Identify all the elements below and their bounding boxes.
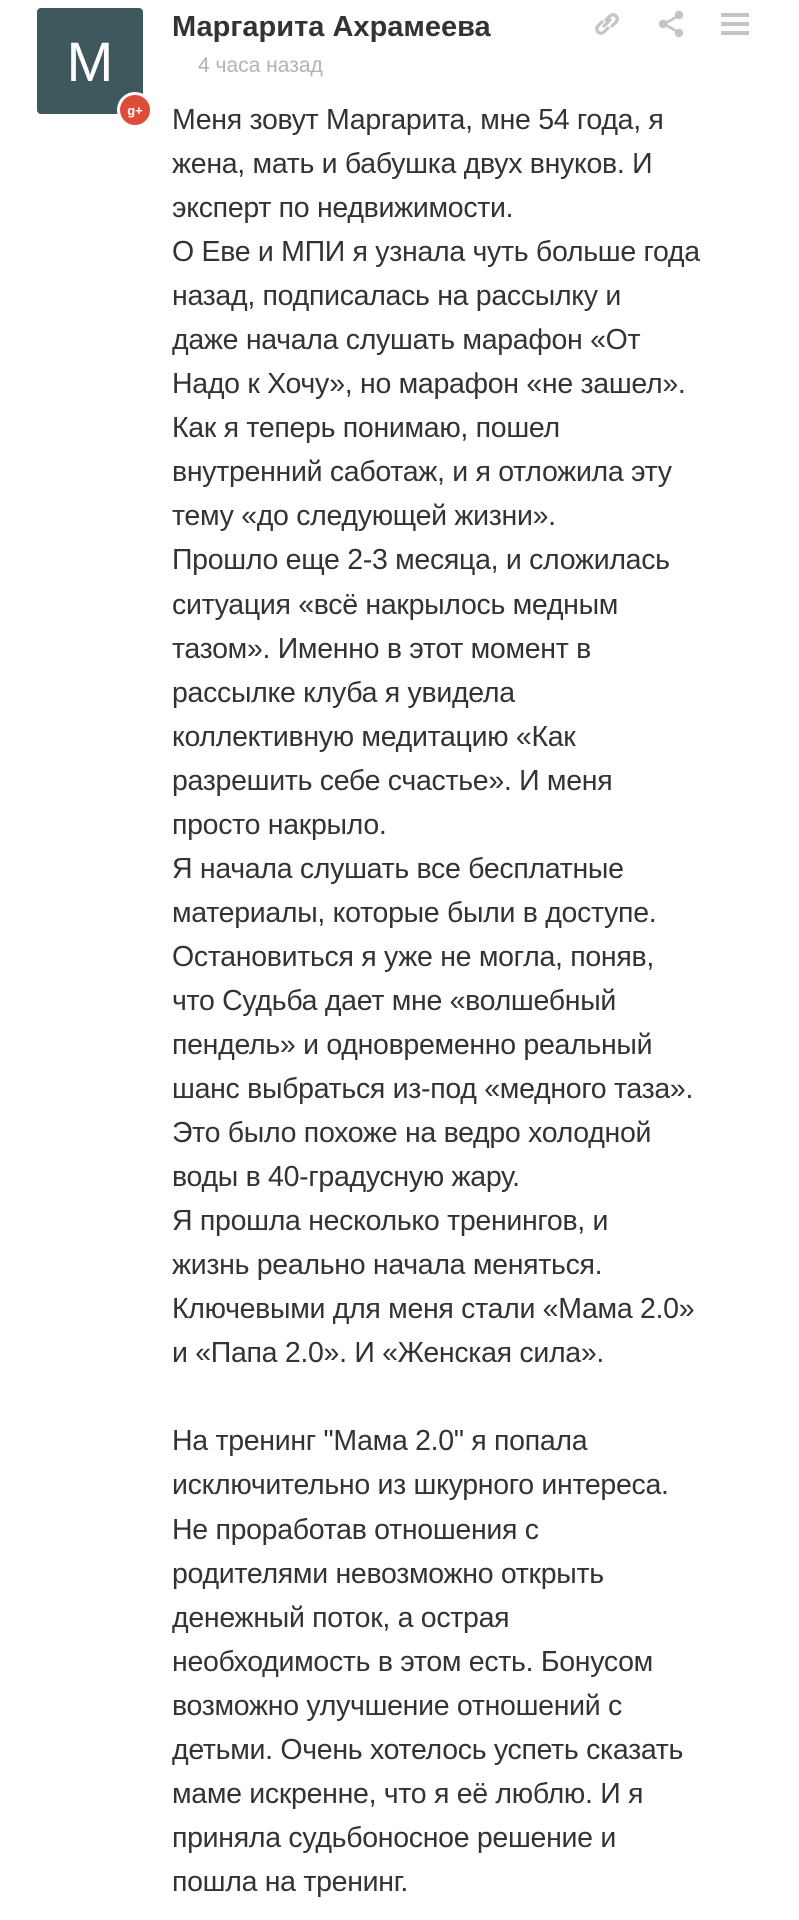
- comment-text-line: На тренинг "Мама 2.0" я попала: [172, 1425, 588, 1458]
- comment-text-line: внутренний саботаж, и я отложила эту: [172, 456, 672, 489]
- comment-text-line: необходимость в этом есть. Бонусом: [172, 1645, 653, 1678]
- comment-text-line: Я начала слушать все бесплатные: [172, 852, 624, 885]
- comment-text-line: Надо к Хочу», но марафон «не зашел».: [172, 368, 686, 401]
- comment-text-line: рассылке клуба я увидела: [172, 676, 515, 709]
- comment-text-line: Меня зовут Маргарита, мне 54 года, я: [172, 104, 664, 136]
- google-plus-icon: g+: [117, 92, 153, 128]
- comment-text-line: пендель» и одновременно реальный: [172, 1028, 653, 1061]
- menu-icon[interactable]: [718, 8, 752, 40]
- comment-text-line: Я прошла несколько тренингов, и: [172, 1205, 609, 1238]
- link-icon[interactable]: [590, 8, 624, 40]
- comment-text-line: возможно улучшение отношений с: [172, 1689, 622, 1722]
- comment-text-line: жена, мать и бабушка двух внуков. И: [172, 148, 653, 181]
- comment-text-line: исключительно из шкурного интереса.: [172, 1469, 669, 1502]
- comment-text-line: О Еве и МПИ я узнала чуть больше года: [172, 236, 700, 269]
- comment-text-line: коллективную медитацию «Как: [172, 720, 576, 753]
- comment-text-line: детьми. Очень хотелось успеть сказать: [172, 1733, 684, 1766]
- comment-text-line: Не проработав отношения с: [172, 1513, 539, 1546]
- comment-text-line: просто накрыло.: [172, 808, 387, 841]
- comment-text-line: тему «до следующей жизни».: [172, 500, 556, 533]
- comment-text-line: воды в 40-градусную жару.: [172, 1161, 520, 1194]
- comment-text-line: родителями невозможно открыть: [172, 1557, 604, 1590]
- comment-text-line: даже начала слушать марафон «От: [172, 324, 641, 357]
- comment-text-line: Прошло еще 2-3 месяца, и сложилась: [172, 544, 670, 577]
- comment-text-line: шанс выбраться из-под «медного таза».: [172, 1073, 694, 1106]
- comment-text-line: что Судьба дает мне «волшебный: [172, 984, 616, 1017]
- comment-text-line: разрешить себе счастье». И меня: [172, 764, 613, 797]
- comment-text-line: Остановиться я уже не могла, поняв,: [172, 940, 654, 973]
- comment-text-line: тазом». Именно в этот момент в: [172, 632, 591, 665]
- comment-text-line: жизнь реально начала меняться.: [172, 1249, 603, 1282]
- avatar-letter: M: [66, 30, 114, 93]
- comment-text-line: Это было похоже на ведро холодной: [172, 1117, 652, 1150]
- comment-text-line: приняла судьбоносное решение и: [172, 1821, 616, 1854]
- comment-text-line: эксперт по недвижимости.: [172, 192, 514, 225]
- comment-text-line: и «Папа 2.0». И «Женская сила».: [172, 1337, 605, 1370]
- comment-timestamp: 4 часа назад: [198, 54, 323, 77]
- comment-text-line: материалы, которые были в доступе.: [172, 896, 657, 929]
- comment-text-line: ситуация «всё накрылось медным: [172, 588, 619, 621]
- comment-text-line: Как я теперь понимаю, пошел: [172, 412, 560, 445]
- share-icon[interactable]: [654, 8, 688, 40]
- comment-body: [172, 98, 772, 1904]
- comment-text-line: маме искренне, что я её люблю. И я: [172, 1777, 644, 1810]
- comment-text-line: денежный поток, а острая: [172, 1601, 510, 1634]
- comment-text-line: пошла на тренинг.: [172, 1865, 408, 1898]
- comment-actions: [590, 8, 760, 40]
- blank-line: [172, 1375, 772, 1419]
- comment-text-line: Ключевыми для меня стали «Мама 2.0»: [172, 1293, 695, 1326]
- comment-text-line: назад, подписалась на рассылку и: [172, 280, 621, 313]
- author-name[interactable]: Маргарита Ахрамеева: [172, 11, 491, 43]
